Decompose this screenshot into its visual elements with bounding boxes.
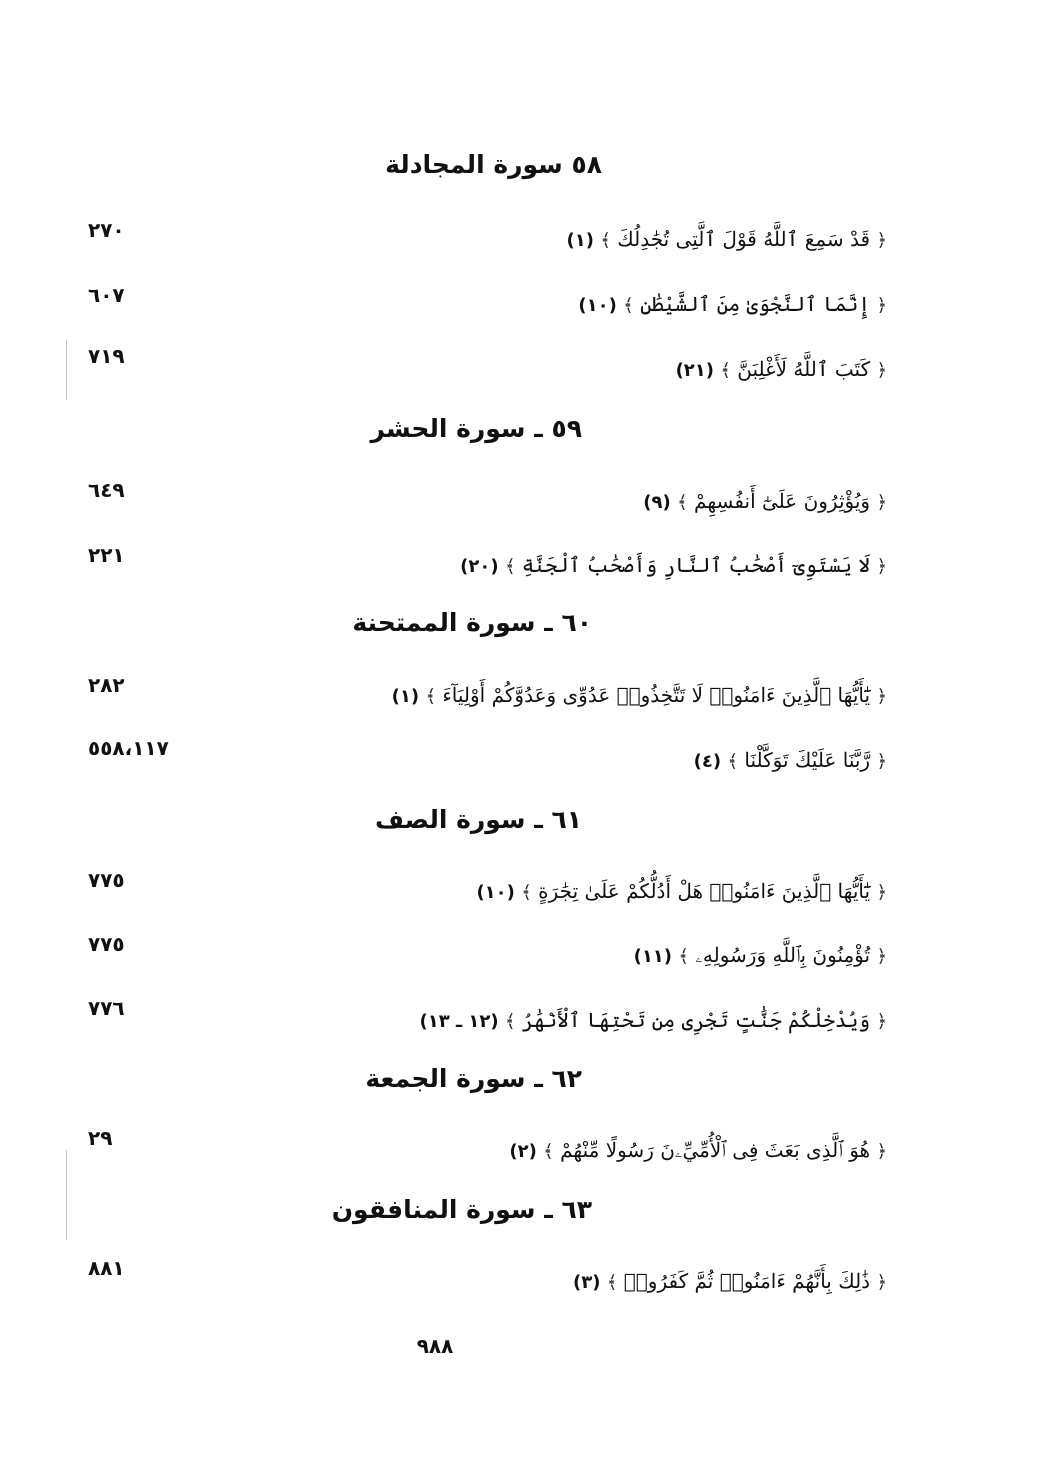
bracket-open: ﴿ <box>876 295 887 316</box>
scan-edge-mark <box>66 340 67 400</box>
verse-entry <box>634 940 887 972</box>
bracket-close: ﴾ <box>677 492 688 513</box>
page-reference: ٢٨٢ <box>88 673 125 697</box>
verse-number: (٢٠) <box>460 556 499 577</box>
verse-entry <box>643 486 887 518</box>
surah-heading: ٥٨ سورة المجادلة <box>385 150 602 179</box>
verse-number: (١٢ ـ ١٣) <box>419 1011 499 1032</box>
verse-number: (٣) <box>573 1272 601 1293</box>
bracket-open: ﴿ <box>876 556 887 577</box>
verse-entry <box>460 550 887 582</box>
page-reference: ٧٧٦ <box>88 996 125 1020</box>
page-reference: ٢٩ <box>88 1126 113 1150</box>
verse-number: (١٠) <box>476 882 515 903</box>
verse-number: (٢) <box>509 1141 537 1162</box>
surah-heading: ٦٢ ـ سورة الجمعة <box>365 1064 582 1093</box>
verse-text: إِنَّمَا ٱلنَّجْوَىٰ مِنَ ٱلشَّيْطَٰنِ <box>640 292 871 316</box>
verse-number: (٤) <box>693 751 722 772</box>
bracket-close: ﴾ <box>504 556 516 577</box>
verse-text: وَيُؤْثِرُونَ عَلَىٰٓ أَنفُسِهِمْ <box>694 489 871 513</box>
verse-number: (١) <box>566 230 594 251</box>
verse-entry <box>420 1005 888 1037</box>
surah-heading: ٥٩ ـ سورة الحشر <box>370 414 582 443</box>
verse-entry <box>694 745 887 777</box>
verse-text: رَّبَّنَا عَلَيْكَ تَوَكَّلْنَا <box>744 748 871 772</box>
page-reference: ٥٥٨،١١٧ <box>88 736 169 760</box>
bracket-open: ﴿ <box>876 1141 887 1162</box>
verse-entry <box>509 1135 887 1167</box>
verse-number: (٢١) <box>675 360 715 381</box>
verse-text: تُؤْمِنُونَ بِٱللَّهِ وَرَسُولِهِۦ <box>695 943 871 967</box>
bracket-close: ﴾ <box>504 1011 516 1032</box>
bracket-close: ﴾ <box>521 882 532 903</box>
page-number: ٩٨٨ <box>416 1334 454 1358</box>
surah-heading: ٦١ ـ سورة الصف <box>375 805 582 834</box>
verse-number: (١٠) <box>578 295 617 316</box>
page-reference: ٢٢١ <box>88 543 125 567</box>
bracket-close: ﴾ <box>678 946 689 967</box>
verse-entry <box>676 354 887 386</box>
verse-text: ذَٰلِكَ بِأَنَّهُمْ ءَامَنُوا۟ ثُمَّ كَفَرُوا۟ <box>623 1269 871 1293</box>
page-reference: ٦٤٩ <box>88 478 125 502</box>
bracket-open: ﴿ <box>876 1011 887 1032</box>
page-reference: ٧١٩ <box>88 344 125 368</box>
verse-text: هُوَ ٱلَّذِى بَعَثَ فِى ٱلْأُمِّيِّۦنَ رَسُولًا مِّنْهُمْ <box>560 1138 871 1162</box>
verse-entry <box>578 289 887 321</box>
bracket-close: ﴾ <box>727 751 739 772</box>
bracket-close: ﴾ <box>425 686 437 707</box>
page-reference: ٦٠٧ <box>88 283 125 307</box>
bracket-open: ﴿ <box>876 492 887 513</box>
verse-entry <box>567 224 887 256</box>
bracket-close: ﴾ <box>623 295 634 316</box>
bracket-open: ﴿ <box>876 1272 887 1293</box>
page-reference: ٨٨١ <box>88 1256 125 1280</box>
bracket-open: ﴿ <box>876 946 887 967</box>
bracket-close: ﴾ <box>606 1272 618 1293</box>
verse-text: وَيُدْخِلْكُمْ جَنَّٰتٍ تَجْرِى مِن تَحْتِهَا ٱلْأَنْهَٰرُ <box>521 1008 871 1032</box>
bracket-close: ﴾ <box>600 230 611 251</box>
verse-number: (٩) <box>643 492 671 513</box>
verse-text: يَٰٓأَيُّهَا ٱلَّذِينَ ءَامَنُوا۟ لَا تَتَّخِذُوا۟ عَدُوِّى وَعَدُوَّكُمْ أَوْلِيَآءَ <box>442 683 871 707</box>
verse-number: (١) <box>391 686 420 707</box>
bracket-close: ﴾ <box>720 360 731 381</box>
bracket-open: ﴿ <box>876 686 887 707</box>
verse-text: لَا يَسْتَوِىٓ أَصْحَٰبُ ٱلنَّارِ وَأَصْحَٰبُ ٱلْجَنَّةِ <box>521 553 871 577</box>
verse-entry <box>392 680 887 712</box>
verse-entry <box>476 876 887 908</box>
verse-text: كَتَبَ ٱللَّهُ لَأَغْلِبَنَّ <box>737 357 871 381</box>
surah-heading: ٦٠ ـ سورة الممتحنة <box>352 608 592 637</box>
verse-text: يَٰٓأَيُّهَا ٱلَّذِينَ ءَامَنُوا۟ هَلْ أَدُلُّكُمْ عَلَىٰ تِجَٰرَةٍ <box>538 879 871 903</box>
bracket-open: ﴿ <box>876 360 887 381</box>
verse-entry <box>573 1266 887 1298</box>
page-reference: ٢٧٠ <box>88 218 125 242</box>
surah-heading: ٦٣ ـ سورة المنافقون <box>331 1195 592 1224</box>
verse-number: (١١) <box>633 946 673 967</box>
bracket-open: ﴿ <box>876 751 887 772</box>
page-reference: ٧٧٥ <box>88 932 125 956</box>
verse-text: قَدْ سَمِعَ ٱللَّهُ قَوْلَ ٱلَّتِى تُجَٰدِلُكَ <box>617 227 871 251</box>
bracket-open: ﴿ <box>876 882 887 903</box>
bracket-open: ﴿ <box>876 230 887 251</box>
bracket-close: ﴾ <box>543 1141 554 1162</box>
scan-edge-mark <box>66 1150 67 1240</box>
page-reference: ٧٧٥ <box>88 868 125 892</box>
